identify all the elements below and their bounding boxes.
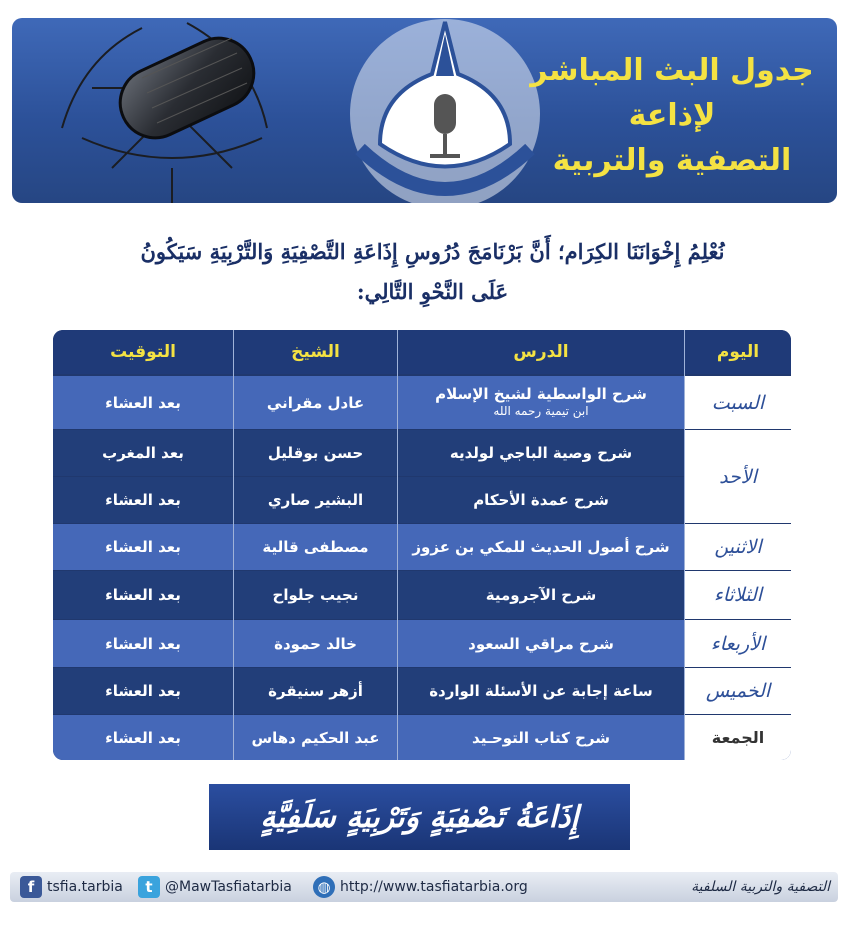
header-time: التوقيت [110,342,176,362]
column-divider [233,330,234,760]
column-divider [684,330,685,760]
sheikh-cell: عادل مقراني [266,393,365,412]
banner-title [527,48,817,183]
footer-logo: التصفية والتربية السلفية [691,879,830,895]
sheikh-cell: عبد الحكيم دهاس [251,728,380,747]
header-day: اليوم [716,342,760,362]
day-cell: الثلاثاء [685,571,791,619]
table-row [53,430,791,476]
time-cell: بعد العشاء [105,491,181,509]
header-lesson: الدرس [513,342,569,362]
time-cell: بعد العشاء [105,393,181,412]
column-divider [397,330,398,760]
sheikh-cell: خالد حمودة [274,634,357,653]
table-row [53,376,791,429]
time-cell: بعد العشاء [105,538,181,556]
lesson-cell: شرح عمدة الأحكام [473,491,609,509]
table-row [53,571,791,619]
day-cell: السبت [685,376,791,429]
intro-line: نُعْلِمُ إِخْوَانَنَا الكِرَام؛ أَنَّ بَرْنَامَجَ دُرُوسِ إِذَاعَةِ التَّصْفِيَةِ وَالتَّرْبِيَةِ سَيَكُونُ [140,239,725,264]
website-link[interactable] [313,872,528,902]
lesson-cell [398,376,684,429]
sheikh-cell: حسن بوقليل [267,444,364,462]
footer-bar [10,872,838,902]
facebook-handle: tsfia.tarbia [47,879,123,895]
lesson-cell: شرح وصية الباجي لولديه [449,444,633,462]
facebook-icon: f [20,876,42,898]
time-cell: بعد العشاء [105,728,181,747]
lesson-cell: شرح الآجرومية [485,586,597,604]
website-url: http://www.tasfiatarbia.org [340,879,528,895]
sheikh-cell: مصطفى قالية [262,538,369,556]
time-cell: بعد العشاء [105,634,181,653]
banner-title-line: لإذاعة [628,98,716,133]
sheikh-cell: أزهر سنيقرة [268,682,363,700]
twitter-handle: @MawTasfiatarbia [165,879,292,895]
lesson-cell: شرح أصول الحديث للمكي بن عزوز [412,538,670,556]
time-cell: بعد العشاء [105,682,181,700]
header-sheikh: الشيخ [291,342,340,362]
lesson-cell: ساعة إجابة عن الأسئلة الواردة [429,682,653,700]
table-row [53,477,791,523]
globe-icon: ◍ [313,876,335,898]
table-row [53,524,791,570]
time-cell: بعد المغرب [102,444,184,462]
day-cell: الخميس [685,668,791,714]
intro-text [40,232,825,312]
table-header-row [53,330,791,374]
lesson-cell: شرح كتاب التوحـيد [472,728,610,747]
table-row [53,620,791,667]
lesson-title: شرح الواسطية لشيخ الإسلام [435,384,647,403]
day-cell: الاثنين [685,524,791,570]
time-cell: بعد العشاء [105,586,181,604]
banner-title-line: التصفية والتربية [552,143,792,178]
twitter-link[interactable] [138,872,292,902]
schedule-table [53,330,791,760]
day-cell: الجمعة [685,715,791,760]
microphone-icon [22,18,322,203]
header-banner [12,18,837,203]
table-row [53,715,791,760]
radio-logo [330,18,560,203]
facebook-link[interactable] [20,872,123,902]
lesson-cell: شرح مراقي السعود [468,634,614,653]
intro-line: عَلَى النَّحْوِ التَّالِي: [356,279,509,304]
day-cell: الأحد [685,430,791,523]
twitter-icon: t [138,876,160,898]
lesson-subtitle: ابن تيمية رحمه الله [493,403,589,418]
banner-title-line: جدول البث المباشر [530,53,814,88]
radio-calligraphy-logo: إِذَاعَةُ تَصْفِيَةٍ وَتَرْبِيَةٍ سَلَفِيَّةٍ [209,784,630,850]
sheikh-cell: نجيب جلواح [272,586,359,604]
table-row [53,668,791,714]
sheikh-cell: البشير صاري [267,491,364,509]
day-cell: الأربعاء [685,620,791,667]
